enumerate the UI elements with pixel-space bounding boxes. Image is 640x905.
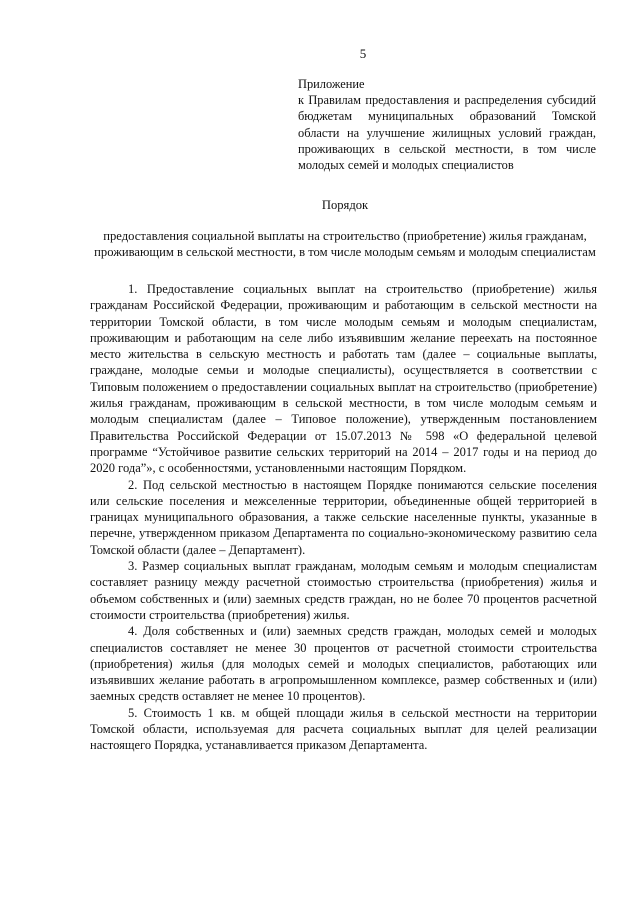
appendix-title: Приложение	[298, 77, 365, 91]
document-body	[90, 281, 597, 754]
paragraph-2: 2. Под сельской местностью в настоящем Порядке понимаются сельские поселения или сельские поселения и межселенные территории, объединенные общей территорией в границах муниципального образования, а также сельские населенные пункты, указанные в перечне, утвержденном приказом Департамента по социально-экономическому развитию села Томской области (далее – Департамент).	[90, 477, 597, 557]
document-heading	[90, 197, 600, 261]
paragraph-5: 5. Стоимость 1 кв. м общей площади жилья в сельской местности на территории Томской области, используемая для расчета социальных выплат для целей реализации настоящего Порядка, устанавливается приказом Департамента.	[90, 705, 597, 753]
appendix-block	[298, 76, 596, 173]
heading-title: Порядок	[321, 198, 369, 212]
heading-subtitle: предоставления социальной выплаты на строительство (приобретение) жилья гражданам, проживающим в сельской местности, в том числе молодым семьям и молодым специалистам	[94, 229, 596, 260]
paragraph-1: 1. Предоставление социальных выплат на строительство (приобретение) жилья гражданам Российской Федерации, проживающим и работающим в сельской местности на территории Томской области, в том числе молодым семьям и молодым специалистам, проживающим и работающим на селе либо изъявившим желание переехать на постоянное место жительства в сельскую местность и работать там (далее – социальные выплаты, граждане, молодые семьи и молодые специалисты), осуществляется в соответствии с Типовым положением о предоставлении социальных выплат на строительство (приобретение) жилья гражданам, проживающим в сельской местности, в том числе молодым семьям и молодым специалистам (далее – Типовое положение), утвержденным постановлением Правительства Российской Федерации от 15.07.2013 № 598 «О федеральной целевой программе “Устойчивое развитие сельских территорий на 2014 – 2017 годы и на период до 2020 года”», с особенностями, установленными настоящим Порядком.	[90, 282, 597, 476]
page-number: 5	[359, 46, 367, 61]
appendix-text: к Правилам предоставления и распределения субсидий бюджетам муниципальных образований Томской области на улучшение жилищных условий граждан, проживающих в сельской местности, в том числе молодых семей и молодых специалистов	[298, 93, 596, 173]
paragraph-3: 3. Размер социальных выплат гражданам, молодым семьям и молодым специалистам составляет разницу между расчетной стоимостью строительства (приобретения) жилья и объемом собственных и (или) заемных средств граждан, но не более 70 процентов расчетной стоимости строительства (приобретения) жилья.	[90, 559, 597, 622]
paragraph-4: 4. Доля собственных и (или) заемных средств граждан, молодых семей и молодых специалистов составляет не менее 30 процентов от расчетной стоимости строительства (приобретения) жилья (для молодых семей и молодых специалистов, работающих или изъявивших желание работать в агропромышленном комплексе, размер собственных и (или) заемных средств оставляет не менее 10 процентов).	[90, 624, 597, 704]
